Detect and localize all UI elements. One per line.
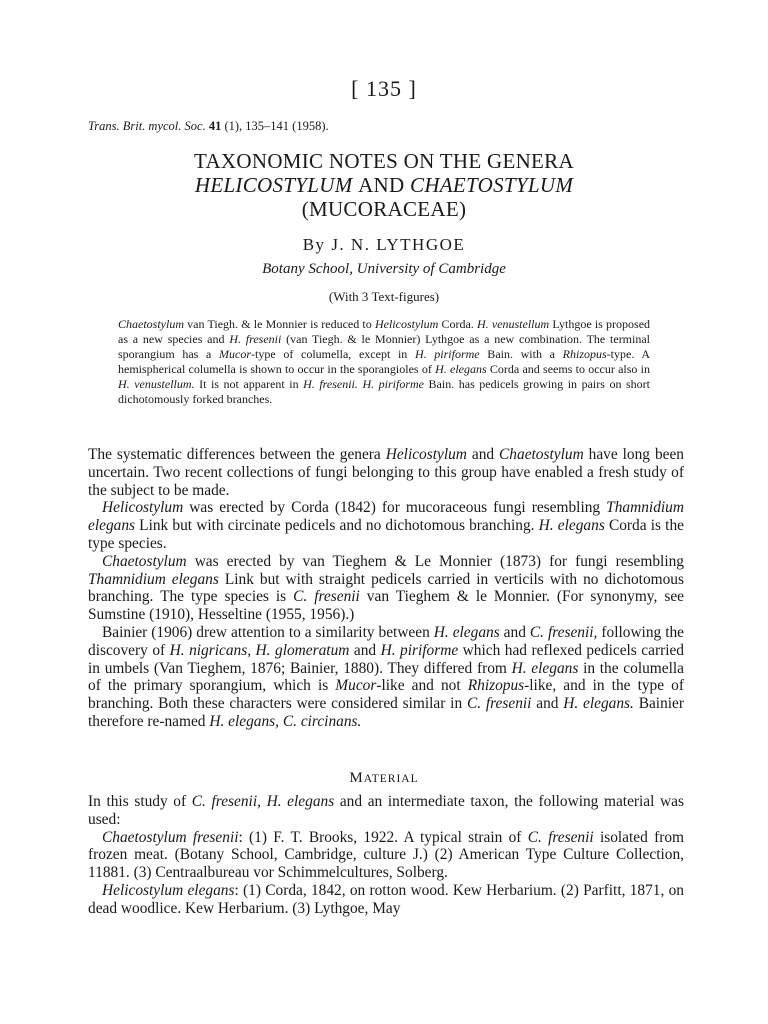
author-line	[0, 235, 768, 255]
italic-term: H. piriforme	[362, 377, 424, 391]
paragraph	[88, 553, 684, 624]
journal-issue-pages: (1), 135–141 (1958).	[224, 119, 329, 133]
text-run: The systematic differences between the genera	[88, 446, 386, 463]
abstract-paragraph	[118, 317, 650, 407]
italic-term: Thamnidium elegans	[88, 570, 219, 588]
text-run: have long been uncertain. Two recent collections of fungi belonging to this group have enabled a fresh study of the subject to be made.	[88, 446, 684, 499]
italic-term: H. elegans, C. circinans.	[209, 712, 362, 730]
text-run: : (1) Corda, 1842, on rotton wood. Kew Herbarium. (2) Parfitt, 1871, on dead woodlice. Kew Herbarium. (3) Lythgoe, May	[88, 881, 684, 917]
italic-term: C. fresenii	[466, 695, 532, 713]
journal-name: Trans. Brit. mycol. Soc.	[88, 119, 206, 133]
text-run: was erected by Corda (1842) for mucoraceous fungi resembling	[183, 499, 607, 517]
italic-term: Mucor	[335, 677, 377, 695]
text-run: Bainier therefore re-named	[88, 695, 685, 730]
text-run: was erected by van Tieghem & Le Monnier (1873) for fungi resembling	[186, 552, 684, 570]
section-heading-text: MATERIAL	[349, 770, 419, 786]
paragraph	[88, 882, 684, 918]
paragraph	[88, 446, 684, 499]
text-run: and	[349, 641, 381, 659]
journal-volume: 41	[208, 119, 222, 133]
figure-note: (With 3 Text-figures)	[328, 289, 440, 304]
paragraph	[88, 829, 684, 882]
title-and: AND	[358, 173, 405, 197]
italic-term: H. piriforme	[380, 641, 459, 659]
italic-term: C. fresenii,	[529, 623, 598, 641]
text-run: isolated from frozen meat. (Botany School, Cambridge, culture J.) (2) American Type Culture Collection, 11881. (3) Centraalbureau vor Schimmelcultures, Solberg.	[88, 828, 684, 882]
title-line-1: TAXONOMIC NOTES ON THE GENERA	[194, 149, 574, 173]
text-run: following the discovery of	[88, 623, 684, 659]
italic-term: H. elegans.	[563, 695, 634, 713]
journal-citation	[88, 119, 329, 134]
author-by: By	[302, 235, 326, 254]
text-run: (van Tiegh. & le Monnier) Lythgoe as a new combination. The terminal sporangium has a	[118, 332, 651, 361]
text-run: In this study of	[88, 793, 192, 810]
text-run: : (1) F. T. Brooks, 1922. A typical strain of	[238, 828, 528, 846]
italic-term: H. elegans	[433, 623, 500, 641]
text-run: -type. A hemispherical columella is shown to occur in the sporangioles of	[118, 347, 651, 376]
italic-term: H. nigricans, H. glomeratum	[169, 641, 350, 659]
text-run: -type of columella, except in	[251, 347, 415, 361]
paragraph	[88, 499, 684, 552]
text-run: Bainier (1906) drew attention to a similarity between	[102, 623, 434, 641]
material-text	[88, 793, 684, 918]
text-run: Link but with circinate pedicels and no dichotomous branching.	[135, 517, 539, 535]
text-run: Corda.	[438, 317, 477, 331]
title-genus-helicostylum: HELICOSTYLUM	[194, 173, 353, 197]
italic-term: C. fresenii, H. elegans	[191, 793, 335, 810]
italic-term: Helicostylum elegans	[102, 881, 235, 899]
text-run: It is not apparent in	[194, 377, 304, 391]
text-run: and	[466, 446, 500, 463]
italic-term: H. venustellum.	[118, 377, 195, 391]
italic-term: H. venustellum	[476, 317, 550, 331]
title-line-2	[0, 173, 768, 197]
text-run: van Tieghem & le Monnier. (For synonymy, see Sumstine (1910), Hesseltine (1955, 1956).)	[88, 588, 684, 624]
section-heading-material	[0, 770, 768, 787]
italic-term: H. fresenii.	[303, 377, 358, 391]
text-run: Corda and seems to occur also in	[486, 362, 651, 376]
italic-term: H. elegans	[511, 659, 579, 677]
text-run: Bain. has pedicels growing in pairs on short dichotomously forked branches.	[118, 377, 650, 406]
text-run: van Tiegh. & le Monnier is reduced to	[184, 317, 375, 331]
italic-term: C. fresenii	[293, 588, 360, 606]
italic-term: Rhizopus	[562, 347, 607, 361]
italic-term: C. fresenii	[527, 828, 594, 846]
italic-term: Helicostylum	[374, 317, 439, 331]
text-run: -like, and in the type of branching. Both these characters were considered similar in	[88, 677, 684, 713]
introduction-text	[88, 446, 684, 731]
text-run: Link but with straight pedicels carried in verticils with no dichotomous branching. The type species is	[88, 570, 684, 606]
text-run: and an intermediate taxon, the following material was used:	[88, 793, 684, 828]
title-genus-chaetostylum: CHAETOSTYLUM	[410, 173, 574, 197]
text-run: which had reflexed pedicels carried in umbels (Van Tieghem, 1876; Bainier, 1880). They differed from	[88, 641, 684, 677]
text-run: Corda is the type species.	[88, 517, 684, 552]
italic-term: Chaetostylum fresenii	[102, 828, 239, 846]
italic-term: H. elegans	[538, 517, 605, 535]
text-run: Bain. with a	[479, 347, 563, 361]
italic-term: Helicostylum	[385, 446, 467, 463]
italic-term: H. piriforme	[414, 347, 480, 361]
italic-term: Mucor	[219, 347, 251, 361]
italic-term: Helicostylum	[102, 499, 184, 517]
italic-term: H. fresenii	[229, 332, 282, 346]
paragraph	[88, 624, 684, 731]
text-run: -like and not	[376, 677, 468, 695]
abstract	[118, 317, 650, 407]
italic-term: Chaetostylum	[102, 552, 187, 570]
title-line-3: (MUCORACEAE)	[301, 197, 467, 221]
paragraph	[88, 793, 684, 829]
italic-term: Chaetostylum	[118, 317, 184, 331]
author-affiliation: Botany School, University of Cambridge	[262, 261, 506, 277]
italic-term: Thamnidium elegans	[88, 499, 684, 535]
text-run: and	[531, 695, 564, 713]
text-run: and	[499, 623, 530, 641]
italic-term: H. elegans	[435, 362, 487, 376]
author-name: J. N. LYTHGOE	[331, 235, 466, 254]
text-run: in the columella of the primary sporangium, which is	[88, 659, 684, 695]
text-run: Lythgoe is proposed as a new species and	[118, 317, 651, 346]
italic-term: Rhizopus	[467, 677, 525, 695]
italic-term: Chaetostylum	[499, 446, 584, 463]
page-number: [ 135 ]	[351, 76, 417, 101]
